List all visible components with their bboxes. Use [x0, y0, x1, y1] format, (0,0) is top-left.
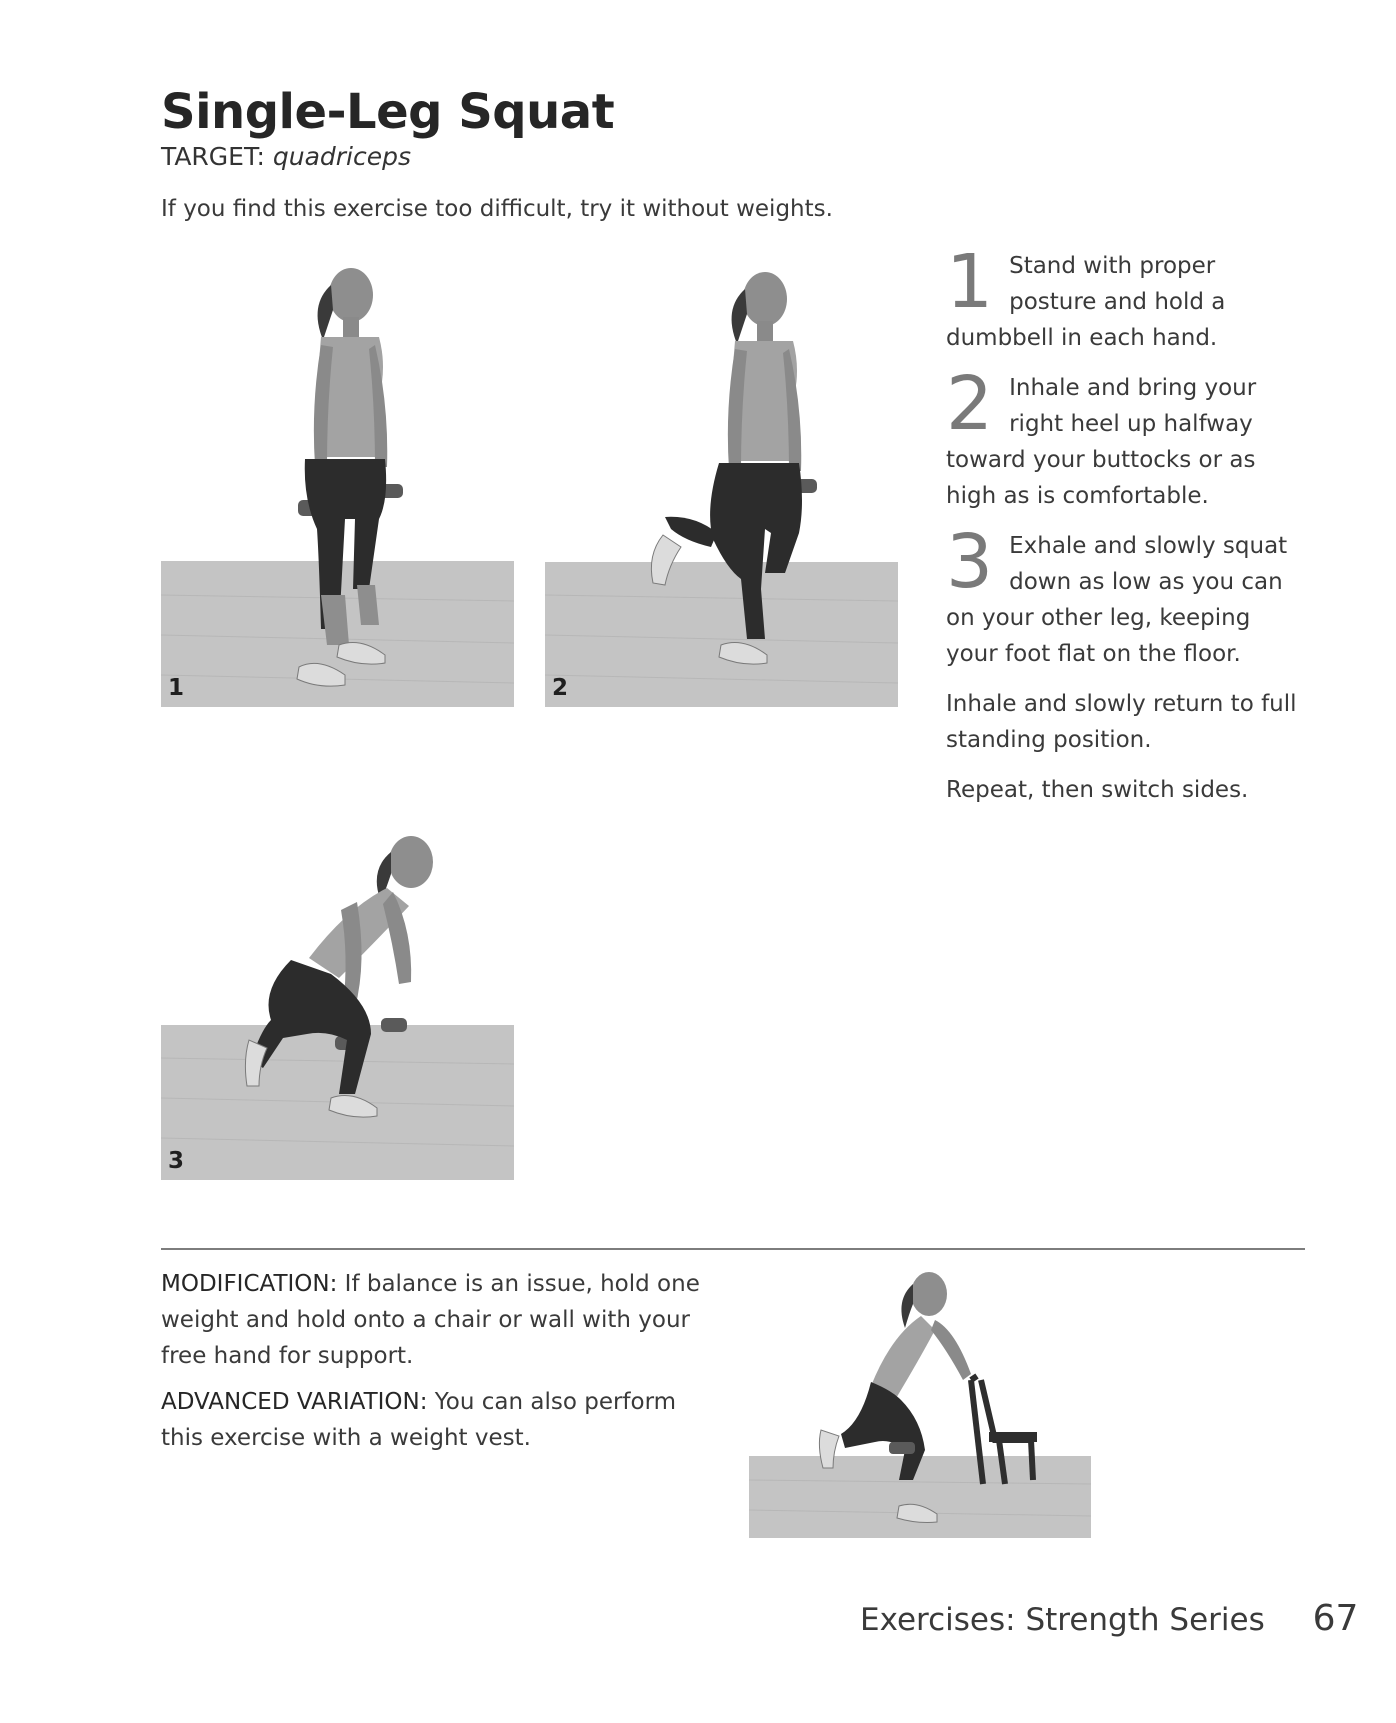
return-instruction: Inhale and slowly return to full standing position.	[946, 691, 1297, 753]
intro-text: If you find this exercise too difficult, try it without weights.	[161, 196, 833, 222]
section-divider	[161, 1248, 1305, 1250]
modification-note	[161, 1266, 721, 1374]
step-text: Exhale and slowly squat down as low as you can on your other leg, keeping your foot flat on the floor.	[946, 533, 1288, 667]
photo-label-1: 1	[168, 675, 185, 701]
advanced-text: You can also perform this exercise with a weight vest.	[161, 1389, 677, 1451]
step-number: 1	[946, 239, 994, 325]
page-footer	[860, 1598, 1358, 1639]
step-text: Stand with proper posture and hold a dumbbell in each hand.	[946, 253, 1226, 351]
advanced-note	[161, 1384, 721, 1456]
step-2	[946, 361, 1304, 514]
exercise-photo-2	[545, 255, 898, 707]
exercise-photo-3	[161, 818, 514, 1180]
step-number: 3	[946, 519, 994, 605]
exercise-photo-1	[161, 255, 514, 707]
footer-section-title: Exercises: Strength Series	[860, 1602, 1265, 1638]
target-muscle: quadriceps	[272, 142, 412, 171]
page-title: Single-Leg Squat	[161, 84, 615, 140]
repeat-instruction: Repeat, then switch sides.	[946, 777, 1249, 803]
page-number: 67	[1312, 1598, 1359, 1639]
target-label: TARGET:	[161, 142, 265, 171]
photo-label-3: 3	[168, 1148, 185, 1174]
photo-label-2: 2	[552, 675, 569, 701]
target-line	[161, 140, 411, 174]
step-number: 2	[946, 361, 994, 447]
advanced-label: ADVANCED VARIATION:	[161, 1389, 428, 1415]
modification-text: If balance is an issue, hold one weight and hold onto a chair or wall with your free hand for support.	[161, 1271, 700, 1369]
steps-list	[946, 239, 1304, 822]
step-text: Inhale and bring your right heel up halfway toward your buttocks or as high as is comfortable.	[946, 375, 1257, 509]
modification-label: MODIFICATION:	[161, 1271, 338, 1297]
step-1	[946, 239, 1304, 356]
step-3	[946, 519, 1304, 672]
modification-photo	[749, 1270, 1091, 1538]
notes-section	[161, 1266, 721, 1466]
